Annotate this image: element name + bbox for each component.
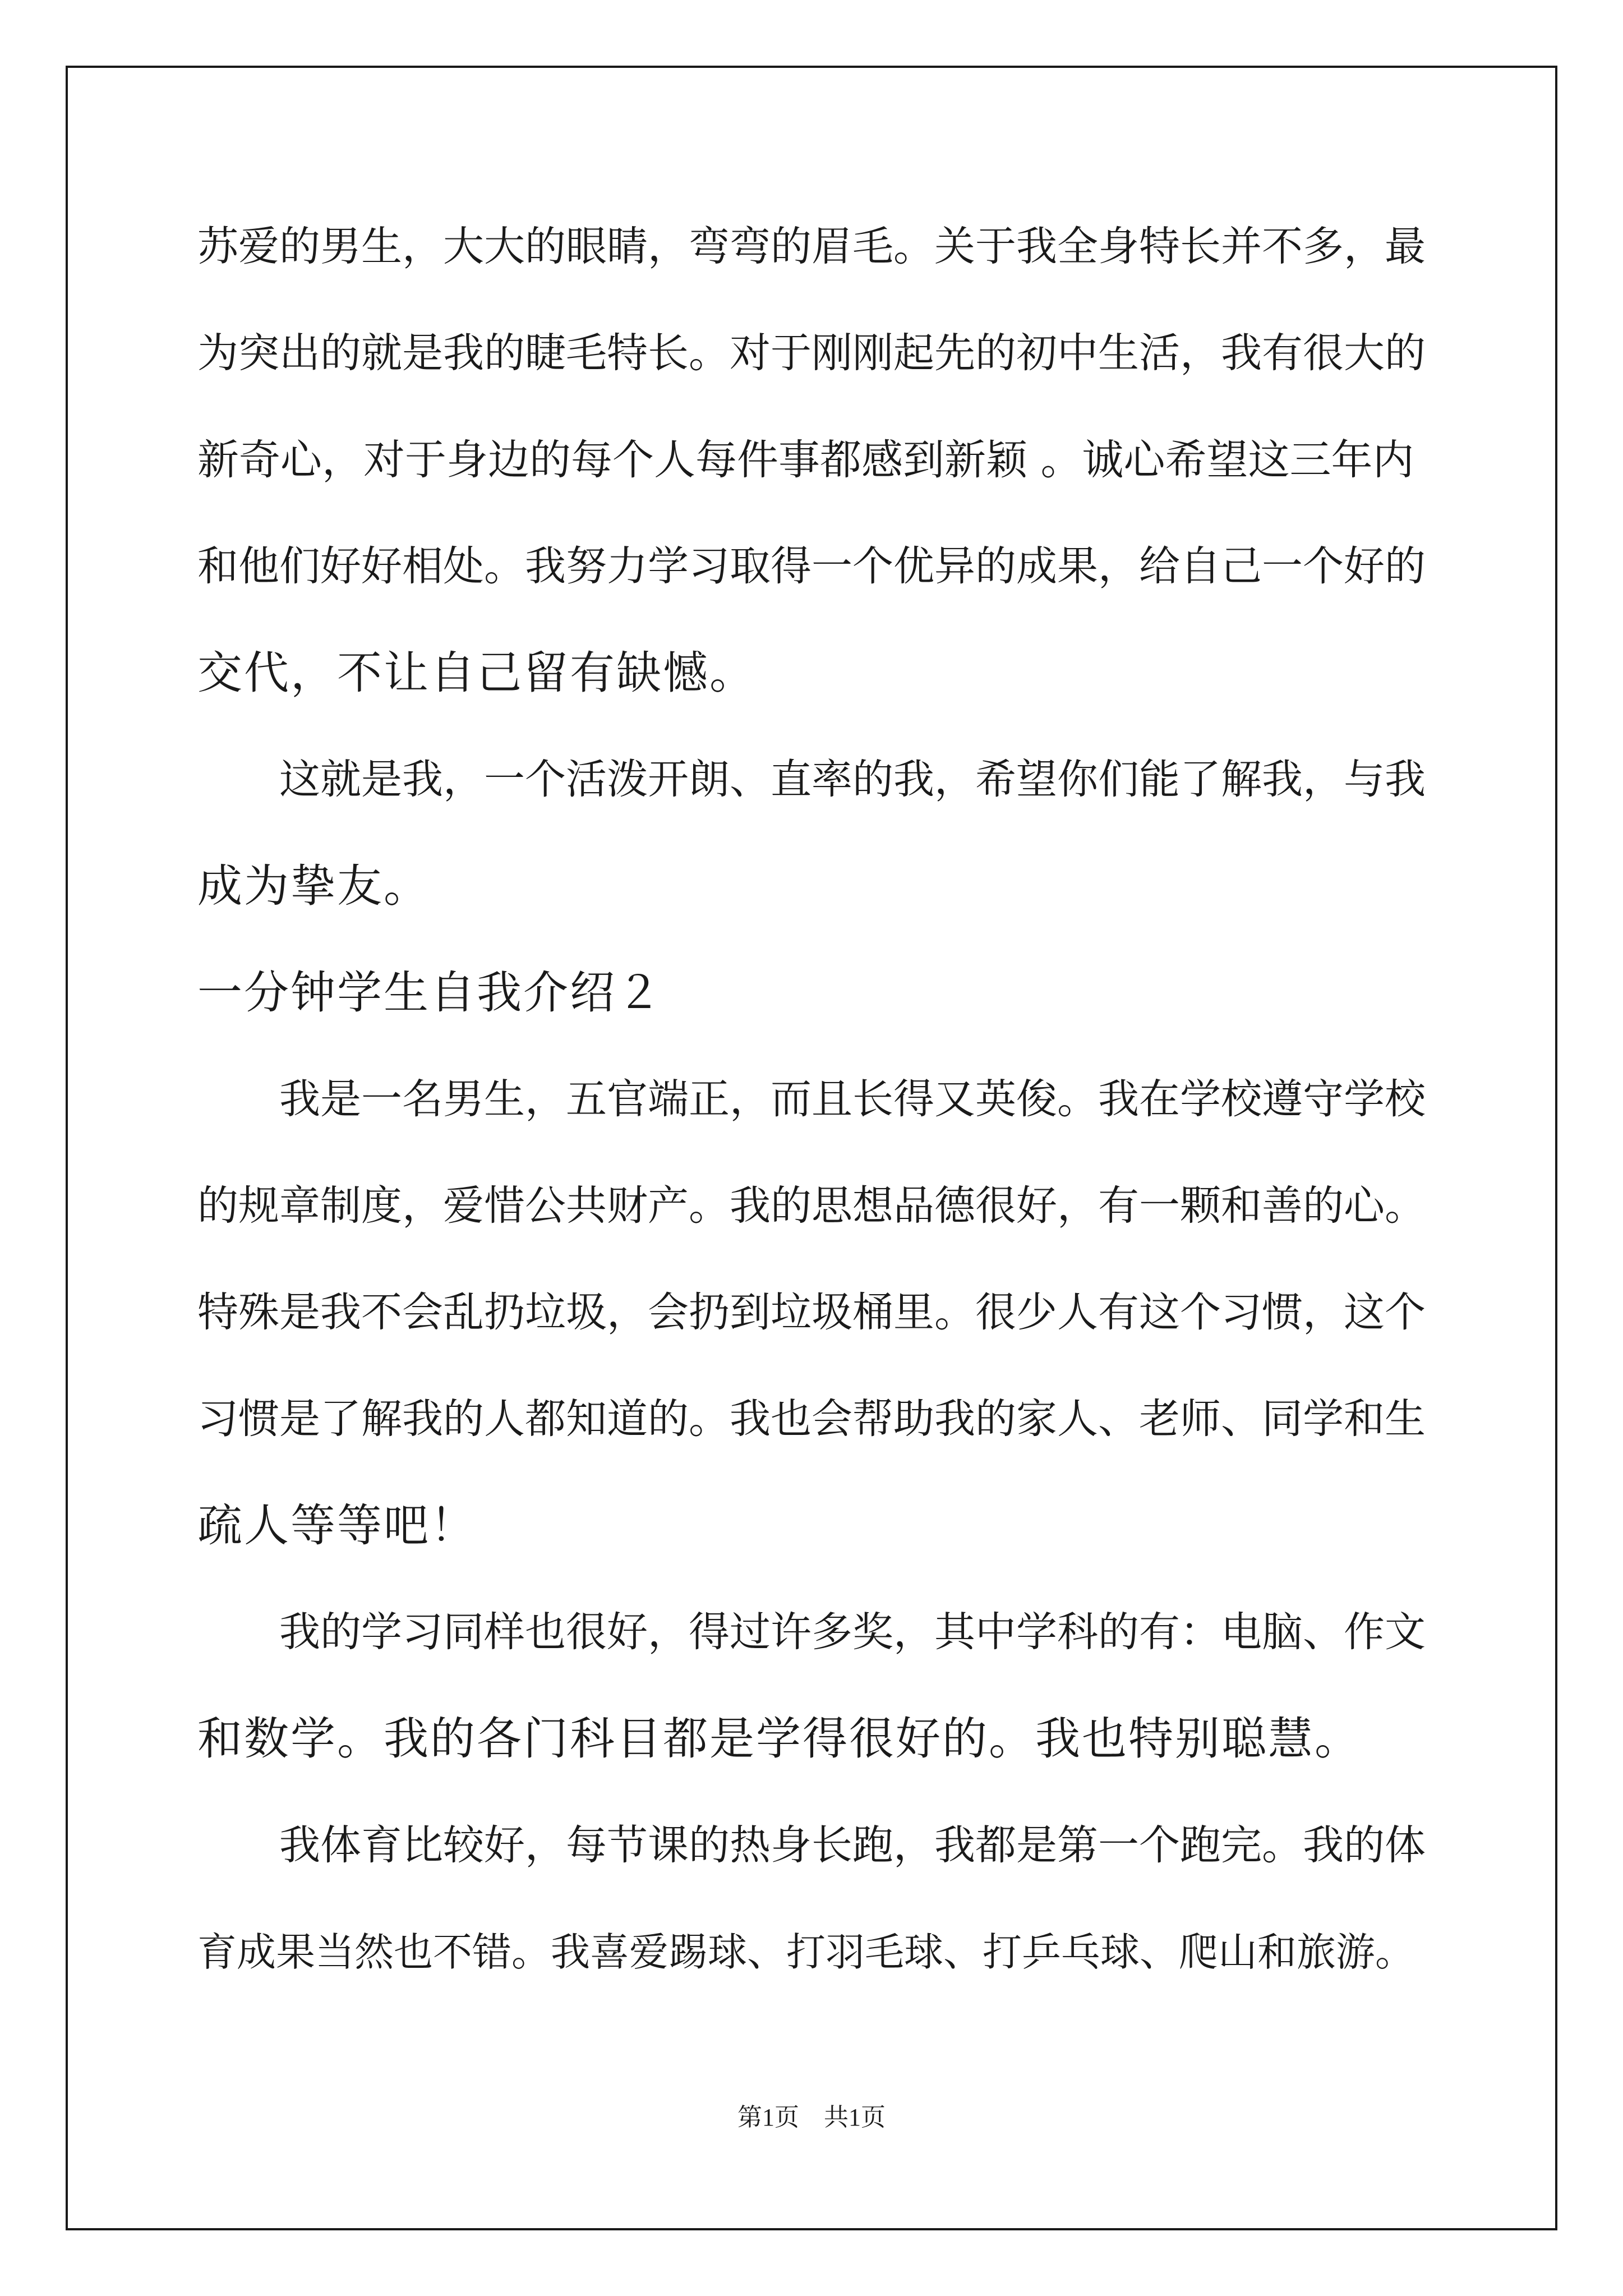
page-border	[66, 66, 1557, 2230]
text-line: 疏人等等吧！	[197, 1499, 477, 1552]
text-line: 新奇心，对于身边的每个人每件事都感到新颖 。诚心希望这三年内	[197, 436, 1414, 484]
text-line: 的规章制度，爱惜公共财产。我的思想品德很好，有一颗和善的心。	[197, 1182, 1426, 1230]
text-line: 我体育比较好，每节课的热身长跑，我都是第一个跑完。我的体	[197, 1821, 1426, 1869]
text-line: 成为挚友。	[197, 860, 430, 912]
text-line: 我是一名男生，五官端正，而且长得又英俊。我在学校遵守学校	[197, 1075, 1426, 1123]
text-line: 苏爱的男生，大大的眼睛，弯弯的眉毛。关于我全身特长并不多，最	[197, 223, 1426, 270]
text-line: 育成果当然也不错。我喜爱踢球、打羽毛球、打乒乓球、爬山和旅游。	[197, 1929, 1414, 1975]
text-line: 特殊是我不会乱扔垃圾，会扔到垃圾桶里。很少人有这个习惯，这个	[197, 1289, 1426, 1336]
text-line: 习惯是了解我的人都知道的。我也会帮助我的家人、老师、同学和生	[197, 1395, 1426, 1443]
text-line: 交代，不让自己留有缺憾。	[197, 647, 756, 699]
text-line: 和他们好好相处。我努力学习取得一个优异的成果，给自己一个好的	[197, 542, 1426, 590]
page-number-footer: 第1页 共1页	[737, 2104, 886, 2131]
text-line: 和数学。我的各门科目都是学得很好的。我也特别聪慧。	[197, 1713, 1361, 1765]
text-line: 这就是我，一个活泼开朗、直率的我，希望你们能了解我，与我	[197, 756, 1426, 803]
text-line: 我的学习同样也很好，得过许多奖，其中学科的有：电脑、作文	[197, 1608, 1426, 1656]
section-heading: 一分钟学生自我介绍２	[197, 967, 663, 1019]
text-line: 为突出的就是我的睫毛特长。对于刚刚起先的初中生活，我有很大的	[197, 329, 1426, 377]
